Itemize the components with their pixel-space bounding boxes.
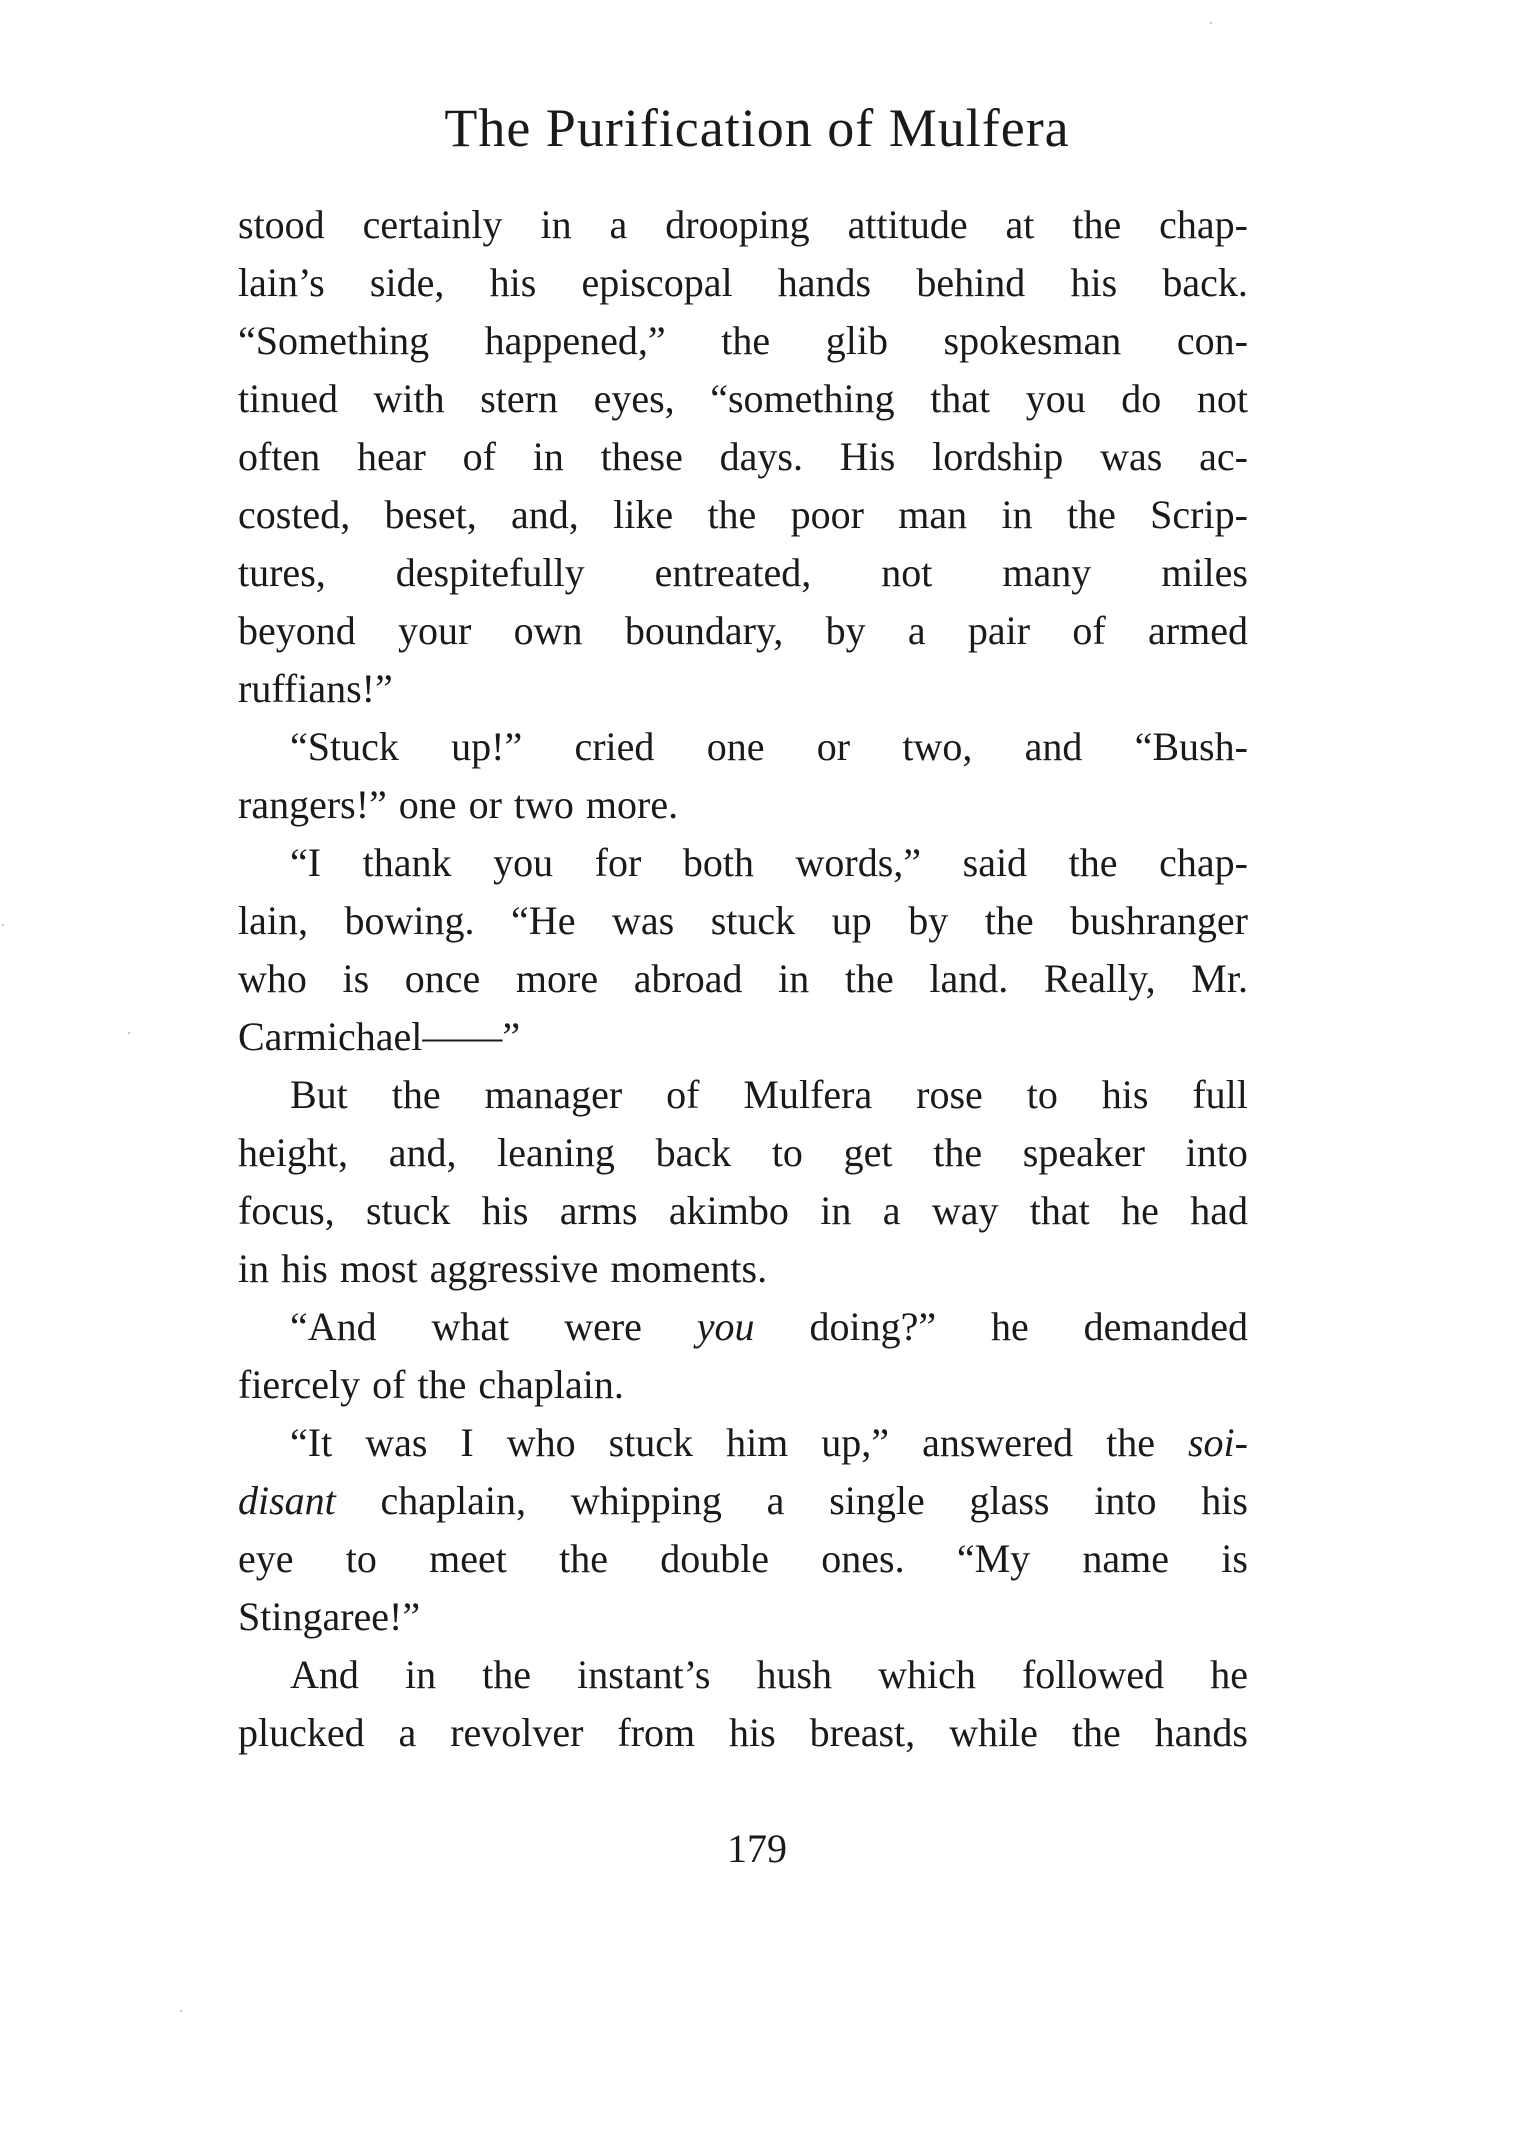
- word: “My: [956, 1536, 1031, 1581]
- word: one: [706, 724, 765, 769]
- text-line: [238, 1182, 1248, 1240]
- word: up,”: [821, 1420, 890, 1465]
- word: akimbo: [668, 1188, 789, 1233]
- word: name: [1082, 1536, 1170, 1581]
- word: beset,: [384, 492, 477, 537]
- running-head: The Purification of Mulfera: [444, 98, 1070, 158]
- word: up: [831, 898, 872, 943]
- word: armed: [1148, 608, 1248, 653]
- word: of: [462, 434, 496, 479]
- word: the: [933, 1130, 983, 1175]
- word: his: [1101, 1072, 1149, 1117]
- word: his: [281, 1246, 328, 1291]
- text-line: [238, 1066, 1248, 1124]
- word: glib: [825, 318, 888, 363]
- word: But: [290, 1072, 348, 1117]
- word: the: [984, 898, 1034, 943]
- word: once: [404, 956, 481, 1001]
- word: focus,: [238, 1188, 335, 1233]
- text-line: [238, 718, 1248, 776]
- text-line: [238, 892, 1248, 950]
- word: chaplain,: [380, 1478, 527, 1523]
- word: up!”: [451, 724, 523, 769]
- word: these: [600, 434, 683, 479]
- word: in: [238, 1246, 270, 1291]
- word: ac-: [1199, 434, 1248, 479]
- word: I: [460, 1420, 474, 1465]
- word: one: [398, 782, 457, 827]
- word: side,: [369, 260, 445, 305]
- word: both: [682, 840, 754, 885]
- word: a: [882, 1188, 901, 1233]
- word: said: [962, 840, 1028, 885]
- word: double: [660, 1536, 770, 1581]
- body-text: [238, 196, 1248, 1762]
- paper-speck: [180, 2010, 182, 2012]
- word: of: [1072, 608, 1106, 653]
- word: stuck: [710, 898, 796, 943]
- word: certainly: [362, 202, 503, 247]
- word: Carmichael——”: [238, 1014, 521, 1059]
- word: the: [1072, 202, 1122, 247]
- word: the: [1066, 492, 1116, 537]
- word: and,: [388, 1130, 457, 1175]
- word: he: [1210, 1652, 1248, 1697]
- word: rose: [916, 1072, 983, 1117]
- word: many: [1002, 550, 1092, 595]
- word: single: [829, 1478, 925, 1523]
- word: His: [839, 434, 896, 479]
- text-line: [238, 370, 1248, 428]
- word: a: [398, 1710, 417, 1755]
- word: the: [417, 1362, 467, 1407]
- italic-text: soi-: [1187, 1420, 1248, 1465]
- word: instant’s: [577, 1652, 711, 1697]
- paper-speck: [128, 1032, 130, 1034]
- word: eye: [238, 1536, 294, 1581]
- word: often: [238, 434, 321, 479]
- word: “He: [511, 898, 576, 943]
- word: was: [611, 898, 675, 943]
- word: moments.: [610, 1246, 768, 1291]
- word: a: [907, 608, 926, 653]
- word: Really,: [1043, 956, 1156, 1001]
- word: “Stuck: [290, 724, 399, 769]
- word: or: [468, 782, 502, 827]
- word: manager: [484, 1072, 623, 1117]
- word: of: [372, 1362, 406, 1407]
- word: the: [721, 318, 771, 363]
- word: or: [816, 724, 851, 769]
- word: boundary,: [624, 608, 784, 653]
- word: [1188, 1414, 1248, 1472]
- word: aggressive: [429, 1246, 599, 1291]
- word: more.: [585, 782, 679, 827]
- word: is: [1221, 1536, 1248, 1581]
- word: glass: [969, 1478, 1050, 1523]
- word: answered: [922, 1420, 1074, 1465]
- word: eyes,: [593, 376, 675, 421]
- word: happened,”: [484, 318, 666, 363]
- word: chaplain.: [478, 1362, 624, 1407]
- word: the: [707, 492, 757, 537]
- text-line: [238, 1588, 1248, 1646]
- text-line: [238, 196, 1248, 254]
- word: back: [655, 1130, 732, 1175]
- word: a: [766, 1478, 785, 1523]
- word: whipping: [570, 1478, 722, 1523]
- word: lordship: [932, 434, 1064, 479]
- word: your: [398, 608, 472, 653]
- word: and,: [511, 492, 579, 537]
- word: he: [990, 1304, 1029, 1349]
- word: his: [1070, 260, 1118, 305]
- word: in: [778, 956, 810, 1001]
- italic-text: you: [696, 1304, 755, 1349]
- word: thank: [362, 840, 452, 885]
- word: bowing.: [344, 898, 475, 943]
- word: back.: [1162, 260, 1248, 305]
- word: was: [365, 1420, 428, 1465]
- word: is: [342, 956, 370, 1001]
- word: his: [1201, 1478, 1248, 1523]
- word: like: [613, 492, 674, 537]
- word: stuck: [608, 1420, 694, 1465]
- word: you: [1025, 376, 1086, 421]
- text-line: [238, 1240, 1248, 1298]
- word: lain,: [238, 898, 308, 943]
- word: leaning: [497, 1130, 615, 1175]
- word: costed,: [238, 492, 351, 537]
- word: ones.: [821, 1536, 905, 1581]
- word: not: [881, 550, 933, 595]
- paper-speck: [1210, 22, 1212, 24]
- text-line: [238, 1704, 1248, 1762]
- word: of: [666, 1072, 700, 1117]
- word: bushranger: [1070, 898, 1248, 943]
- word: hear: [356, 434, 426, 479]
- word: at: [1005, 202, 1035, 247]
- word: “I: [290, 840, 322, 885]
- word: speaker: [1022, 1130, 1145, 1175]
- word: he: [1121, 1188, 1159, 1233]
- word: stern: [480, 376, 558, 421]
- paper-speck: [2, 924, 4, 926]
- word: who: [506, 1420, 576, 1465]
- word: “Something: [238, 318, 430, 363]
- text-line: [238, 660, 1248, 718]
- word: from: [617, 1710, 696, 1755]
- word: the: [559, 1536, 608, 1581]
- word: and: [1024, 724, 1083, 769]
- word: man: [898, 492, 968, 537]
- text-line: [238, 1646, 1248, 1704]
- word: miles: [1161, 550, 1248, 595]
- word: rangers!”: [238, 782, 387, 827]
- word: a: [609, 202, 628, 247]
- word: into: [1185, 1130, 1248, 1175]
- word: to: [1026, 1072, 1058, 1117]
- text-line: [238, 1008, 1248, 1066]
- word: Mulfera: [743, 1072, 873, 1117]
- word: “And: [290, 1304, 377, 1349]
- text-line: [238, 428, 1248, 486]
- word: behind: [916, 260, 1026, 305]
- word: fiercely: [238, 1362, 361, 1407]
- word: the: [1106, 1420, 1155, 1465]
- text-line: [238, 776, 1248, 834]
- word: hush: [756, 1652, 833, 1697]
- word: words,”: [795, 840, 922, 885]
- word: lain’s: [238, 260, 325, 305]
- word: “something: [710, 376, 895, 421]
- word: by: [908, 898, 949, 943]
- word: [697, 1298, 755, 1356]
- word: meet: [429, 1536, 507, 1581]
- word: you: [493, 840, 554, 885]
- word: abroad: [633, 956, 743, 1001]
- word: had: [1190, 1188, 1248, 1233]
- word: hands: [1154, 1710, 1248, 1755]
- word: his: [489, 260, 537, 305]
- word: followed: [1021, 1652, 1165, 1697]
- word: two: [513, 782, 574, 827]
- italic-text: disant: [238, 1478, 336, 1523]
- word: tinued: [238, 376, 338, 421]
- word: most: [339, 1246, 418, 1291]
- word: ruffians!”: [238, 666, 393, 711]
- word: spokesman: [943, 318, 1122, 363]
- word: “Bush-: [1134, 724, 1248, 769]
- word: “It: [290, 1420, 333, 1465]
- word: attitude: [847, 202, 968, 247]
- word: [238, 1472, 336, 1530]
- text-line: [238, 834, 1248, 892]
- word: hands: [777, 260, 872, 305]
- word: own: [513, 608, 583, 653]
- word: while: [949, 1710, 1038, 1755]
- word: in: [404, 1652, 437, 1697]
- word: doing?”: [809, 1304, 937, 1349]
- word: that: [1029, 1188, 1090, 1233]
- word: despitefully: [395, 550, 585, 595]
- word: demanded: [1083, 1304, 1248, 1349]
- word: And: [290, 1652, 359, 1697]
- word: him: [726, 1420, 789, 1465]
- word: for: [594, 840, 642, 885]
- word: two,: [902, 724, 973, 769]
- word: land.: [929, 956, 1009, 1001]
- word: the: [482, 1652, 532, 1697]
- word: were: [564, 1304, 642, 1349]
- word: drooping: [665, 202, 810, 247]
- word: to: [771, 1130, 803, 1175]
- text-line: [238, 486, 1248, 544]
- word: by: [825, 608, 866, 653]
- word: in: [532, 434, 564, 479]
- text-line: [238, 254, 1248, 312]
- word: days.: [719, 434, 803, 479]
- word: what: [431, 1304, 510, 1349]
- word: do: [1121, 376, 1162, 421]
- word: Scrip-: [1150, 492, 1248, 537]
- word: episcopal: [581, 260, 733, 305]
- word: in: [820, 1188, 852, 1233]
- word: pair: [967, 608, 1031, 653]
- word: con-: [1176, 318, 1248, 363]
- word: who: [238, 956, 307, 1001]
- word: his: [729, 1710, 776, 1755]
- word: poor: [790, 492, 864, 537]
- word: full: [1192, 1072, 1248, 1117]
- word: arms: [559, 1188, 638, 1233]
- word: revolver: [450, 1710, 584, 1755]
- word: the: [391, 1072, 441, 1117]
- page-number: 179: [727, 1826, 787, 1871]
- word: way: [931, 1188, 999, 1233]
- text-line: [238, 1414, 1248, 1472]
- word: get: [843, 1130, 893, 1175]
- word: plucked: [238, 1710, 365, 1755]
- word: was: [1100, 434, 1163, 479]
- word: Stingaree!”: [238, 1594, 421, 1639]
- word: to: [345, 1536, 377, 1581]
- word: his: [481, 1188, 529, 1233]
- text-line: [238, 1356, 1248, 1414]
- word: stuck: [365, 1188, 451, 1233]
- word: in: [1001, 492, 1033, 537]
- word: breast,: [809, 1710, 916, 1755]
- word: the: [1068, 840, 1118, 885]
- text-line: [238, 1472, 1248, 1530]
- word: the: [844, 956, 894, 1001]
- word: Mr.: [1191, 956, 1248, 1001]
- word: chap-: [1159, 840, 1248, 885]
- word: with: [373, 376, 445, 421]
- word: cried: [574, 724, 655, 769]
- text-line: [238, 544, 1248, 602]
- text-line: [238, 312, 1248, 370]
- word: into: [1094, 1478, 1157, 1523]
- word: tures,: [238, 550, 326, 595]
- word: which: [878, 1652, 976, 1697]
- word: chap-: [1159, 202, 1248, 247]
- text-line: [238, 602, 1248, 660]
- word: in: [540, 202, 572, 247]
- word: stood: [238, 202, 325, 247]
- text-line: [238, 1124, 1248, 1182]
- text-line: [238, 1530, 1248, 1588]
- word: beyond: [238, 608, 356, 653]
- text-line: [238, 1298, 1248, 1356]
- word: not: [1196, 376, 1248, 421]
- word: height,: [238, 1130, 348, 1175]
- text-line: [238, 950, 1248, 1008]
- word: that: [930, 376, 991, 421]
- word: entreated,: [654, 550, 812, 595]
- word: the: [1071, 1710, 1121, 1755]
- word: more: [515, 956, 599, 1001]
